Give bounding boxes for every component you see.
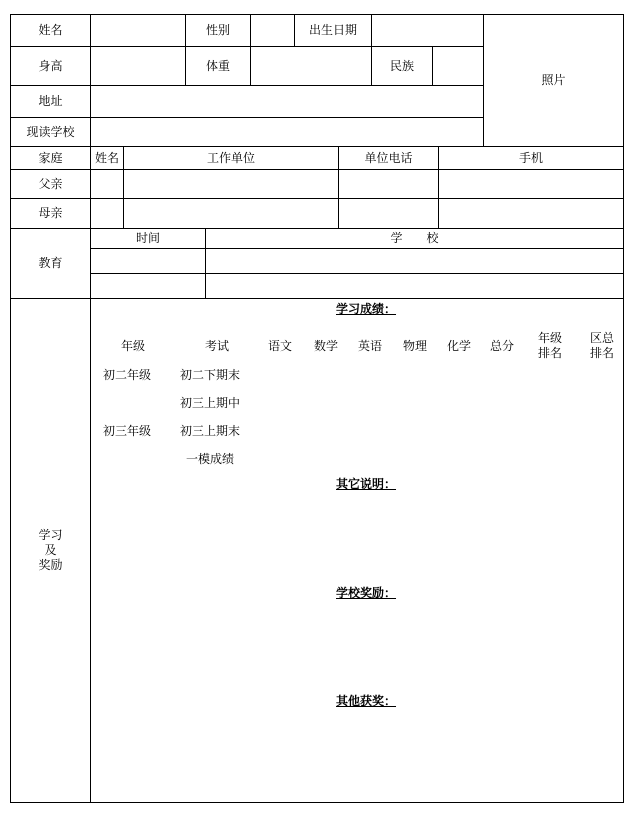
name-label: 姓名: [38, 23, 63, 38]
score-row-1-grade: 初二年级: [102, 367, 151, 382]
district-rank-line-2: 排名: [589, 346, 614, 360]
family-header-name: 姓名: [94, 150, 119, 165]
father-mobile-field[interactable]: [439, 170, 623, 198]
score-row-1-exam: 初二下期末: [179, 367, 240, 382]
gender-field[interactable]: [251, 15, 294, 46]
address-label: 地址: [38, 94, 63, 109]
score-row-3-grade: 初三年级: [102, 423, 151, 438]
family-header-workplace: 工作单位: [206, 150, 255, 165]
study-label-line-3: 奖励: [38, 558, 63, 572]
school-awards-title: 学校奖励：: [336, 586, 397, 600]
score-header-chinese: 语文: [267, 338, 292, 353]
mother-work-phone-field[interactable]: [339, 199, 438, 228]
education-time-field-2[interactable]: [91, 274, 205, 298]
education-school-field-2[interactable]: [206, 274, 623, 298]
education-time-field-1[interactable]: [91, 249, 205, 273]
address-field[interactable]: [91, 86, 483, 117]
score-row-4-exam: 一模成绩: [185, 451, 234, 466]
mother-workplace-field[interactable]: [124, 199, 338, 228]
study-label-line-2: 及: [44, 543, 57, 557]
gender-label: 性别: [205, 23, 230, 38]
grade-rank-line-2: 排名: [537, 346, 562, 360]
father-name-field[interactable]: [91, 170, 123, 198]
school-label: 现读学校: [26, 124, 75, 139]
other-awards-title: 其他获奖：: [336, 694, 397, 708]
score-row-3-exam: 初三上期末: [179, 423, 240, 438]
father-workplace-field[interactable]: [124, 170, 338, 198]
score-header-chemistry: 化学: [446, 338, 471, 353]
other-notes-title: 其它说明：: [336, 477, 397, 491]
score-row-4-grade: [95, 451, 159, 467]
photo-box[interactable]: 照片: [541, 73, 566, 88]
education-header-time: 时间: [135, 231, 160, 246]
school-field[interactable]: [91, 118, 483, 146]
mother-mobile-field[interactable]: [439, 199, 623, 228]
birthdate-label: 出生日期: [308, 23, 357, 38]
score-header-english: 英语: [357, 338, 382, 353]
score-header-exam: 考试: [204, 338, 229, 353]
mother-label: 母亲: [38, 206, 63, 221]
score-header-district-rank: [577, 331, 627, 361]
family-header-work-phone: 单位电话: [364, 150, 413, 165]
education-school-field-1[interactable]: [206, 249, 623, 273]
score-header-total: 总分: [489, 338, 514, 353]
study-label-line-1: 学习: [38, 528, 63, 542]
score-header-grade-rank: [525, 331, 575, 361]
family-section-label: 家庭: [38, 150, 63, 165]
education-header-school: 学 校: [390, 231, 439, 246]
score-header-math: 数学: [313, 338, 338, 353]
scores-title: 学习成绩：: [336, 302, 397, 316]
score-row-2-exam: 初三上期中: [179, 395, 240, 410]
score-header-physics: 物理: [402, 338, 427, 353]
grade-rank-line-1: 年级: [537, 331, 562, 345]
weight-label: 体重: [205, 58, 230, 73]
score-row-2-grade: [95, 395, 159, 411]
ethnicity-label: 民族: [389, 58, 414, 73]
birthdate-field[interactable]: [372, 15, 483, 46]
father-work-phone-field[interactable]: [339, 170, 438, 198]
education-section-label: 教育: [38, 256, 63, 271]
score-header-grade: 年级: [120, 338, 145, 353]
district-rank-line-1: 区总: [589, 331, 614, 345]
study-section-label: [11, 299, 90, 802]
family-header-mobile: 手机: [518, 150, 543, 165]
height-label: 身高: [38, 58, 63, 73]
weight-field[interactable]: [251, 47, 371, 85]
height-field[interactable]: [91, 47, 185, 85]
name-field[interactable]: [91, 15, 185, 46]
father-label: 父亲: [38, 176, 63, 191]
mother-name-field[interactable]: [91, 199, 123, 228]
ethnicity-field[interactable]: [433, 47, 483, 85]
